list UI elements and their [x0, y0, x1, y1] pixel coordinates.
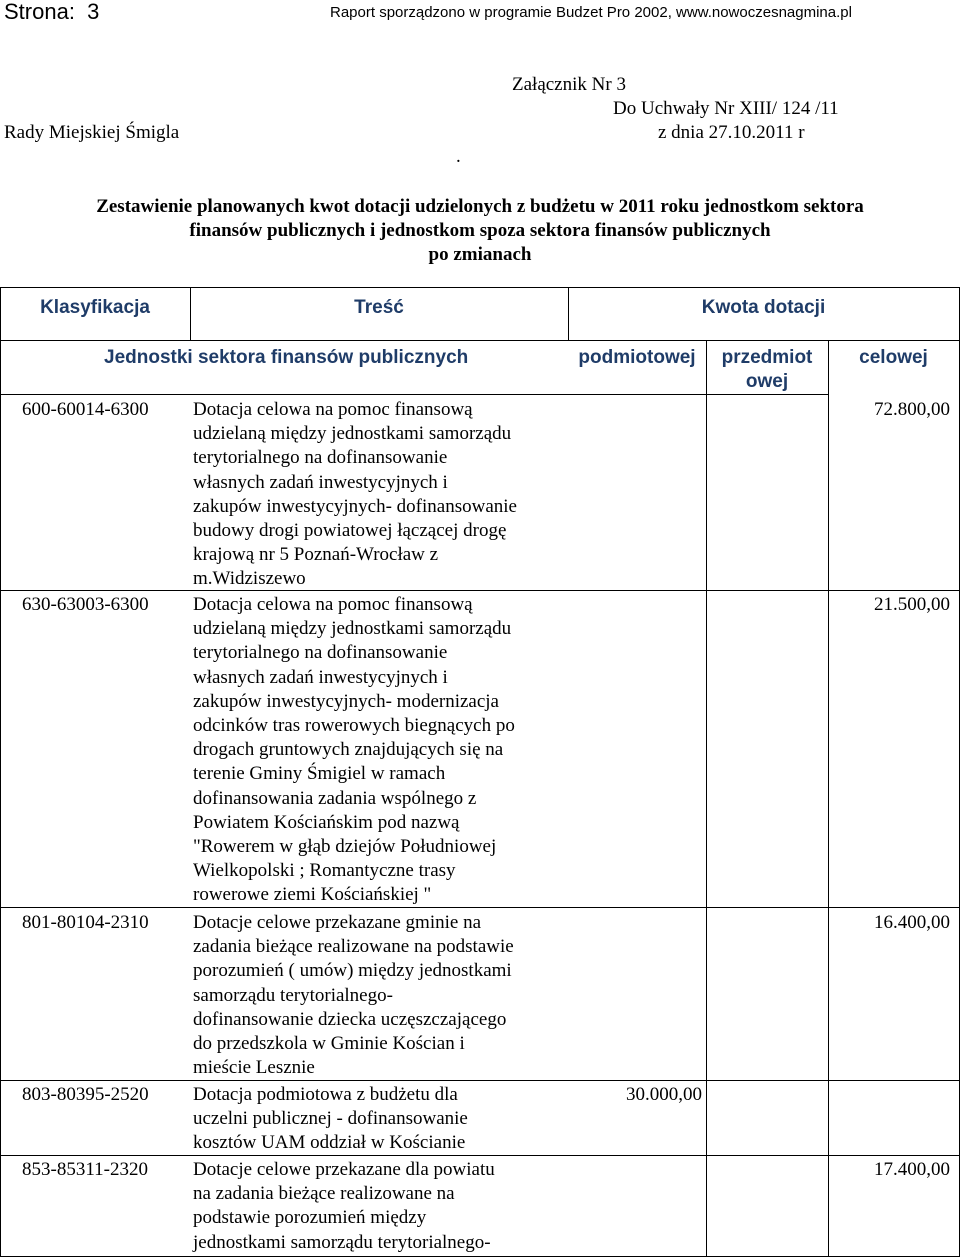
header-amount: Kwota dotacji	[701, 297, 826, 318]
header-content: Treść	[354, 297, 404, 318]
title-line-3: po zmianach	[428, 244, 532, 265]
row-5-targeted-amount: 17.400,00	[874, 1159, 950, 1180]
row-1-description: Dotacja celowa na pomoc finansową udzielaną między jednostkami samorządu terytorialnego na dofinansowanie własnych zadań inwestycyjnych i zakupów inwestycyjnych- dofinansowanie budowy drogi powiatowej łączącej drogę krajową nr 5 Poznań-Wrocław z m.Widziszewo	[193, 399, 517, 590]
header-object-line-2: owej	[745, 371, 789, 392]
resolution-number: Do Uchwały Nr XIII/ 124 /11	[613, 98, 839, 119]
row-3-code: 801-80104-2310	[22, 912, 149, 933]
document-title	[0, 195, 960, 267]
header-targeted-grant: celowej	[859, 347, 928, 368]
row-4-code: 803-80395-2520	[22, 1084, 149, 1105]
title-line-2: finansów publicznych i jednostkom spoza sektora finansów publicznych	[189, 220, 771, 241]
page-number-label: Strona: 3	[4, 0, 100, 24]
row-2-code: 630-63003-6300	[22, 594, 149, 615]
header-public-sector: Jednostki sektora finansów publicznych	[104, 347, 469, 368]
report-source-label: Raport sporządzono w programie Budzet Pro 2002, www.nowoczesnagmina.pl	[330, 4, 852, 21]
row-5-code: 853-85311-2320	[22, 1159, 148, 1180]
title-line-1: Zestawienie planowanych kwot dotacji udzielonych z budżetu w 2011 roku jednostkom sektora	[96, 196, 864, 217]
stray-dot: .	[456, 146, 461, 167]
header-object-line-1: przedmiot	[721, 347, 813, 368]
header-classification: Klasyfikacja	[40, 297, 150, 318]
annex-number: Załącznik Nr 3	[512, 74, 626, 95]
council-name: Rady Miejskiej Śmigla	[4, 122, 180, 143]
row-4-subject-amount: 30.000,00	[626, 1084, 702, 1105]
report-header-bar	[0, 0, 960, 30]
row-3-targeted-amount: 16.400,00	[874, 912, 950, 933]
row-3-description: Dotacje celowe przekazane gminie na zadania bieżące realizowane na podstawie porozumień ( umów) między jednostkami samorządu terytorialnego- dofinansowanie dziecka uczęszczającego do przedszkola w Gminie Kościan i mieście Lesznie	[193, 912, 514, 1079]
row-2-description: Dotacja celowa na pomoc finansową udzielaną między jednostkami samorządu terytorialnego na dofinansowanie własnych zadań inwestycyjnych i zakupów inwestycyjnych- modernizacja odcinków tras rowerowych biegnących po drogach gruntowych znajdujących się na terenie Gminy Śmigiel w ramach dofinansowania zadania wspólnego z Powiatem Kościańskim pod nazwą "Rowerem w głąb dziejów Południowej Wielkopolski ; Romantyczne trasy rowerowe ziemi Kościańskiej "	[193, 594, 515, 906]
row-4-description: Dotacja podmiotowa z budżetu dla uczelni publicznej - dofinansowanie kosztów UAM oddział w Kościanie	[193, 1084, 468, 1154]
header-object-grant	[706, 346, 828, 394]
row-2-targeted-amount: 21.500,00	[874, 594, 950, 615]
row-1-targeted-amount: 72.800,00	[874, 399, 950, 420]
header-subject-grant: podmiotowej	[578, 347, 696, 368]
row-1-code: 600-60014-6300	[22, 399, 149, 420]
resolution-date: z dnia 27.10.2011 r	[658, 122, 805, 143]
row-5-description: Dotacje celowe przekazane dla powiatu na zadania bieżące realizowane na podstawie porozumień między jednostkami samorządu terytorialnego-	[193, 1159, 495, 1253]
